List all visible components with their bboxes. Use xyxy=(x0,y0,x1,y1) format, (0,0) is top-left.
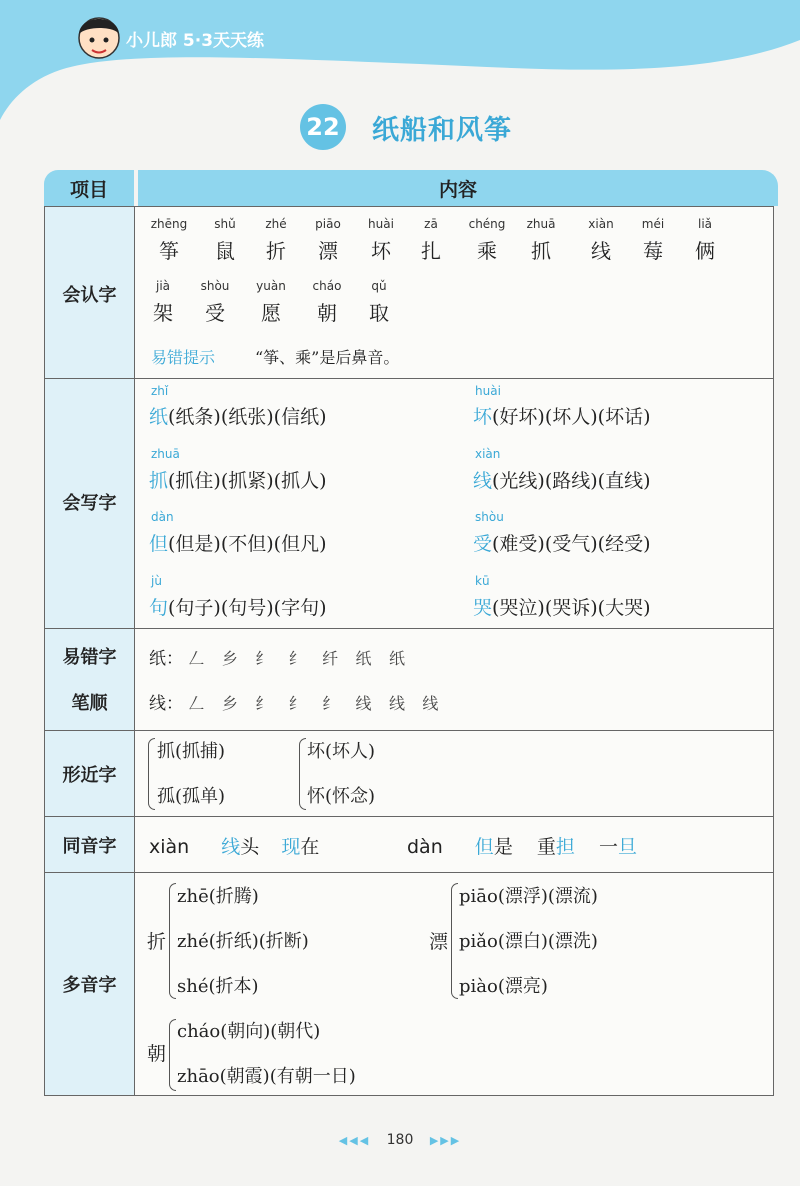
pinyin: shòu xyxy=(200,279,230,293)
polyphone-char: 折 xyxy=(147,931,167,953)
stroke-label: 纸： xyxy=(149,649,183,669)
pinyin: kū xyxy=(475,574,490,588)
character: 取 xyxy=(369,301,389,325)
row-label-huirenzi: 会认字 xyxy=(62,285,117,306)
polyphone-reading: piāo(漂浮)(漂流) xyxy=(459,886,598,907)
column-header-item: 项目 xyxy=(44,170,134,206)
lesson-title: 纸船和风筝 xyxy=(372,114,512,146)
column-header-content: 内容 xyxy=(138,170,778,206)
word-list: (但是)(不但)(但凡) xyxy=(168,533,327,555)
row-divider xyxy=(45,872,773,873)
homophone-pinyin: xiàn xyxy=(149,836,190,858)
word-list: (哭泣)(哭诉)(大哭) xyxy=(492,597,651,619)
character: 筝 xyxy=(159,239,179,263)
homophone-word: 重 xyxy=(536,836,556,858)
character: 朝 xyxy=(317,301,337,325)
stroke-label: 线： xyxy=(149,694,183,714)
character: 愿 xyxy=(261,301,281,325)
pinyin: zā xyxy=(424,217,438,231)
stroke-order-xian xyxy=(149,689,450,714)
write-char: 抓 xyxy=(149,470,169,492)
homophone-pinyin: dàn xyxy=(407,836,443,858)
character: 抓 xyxy=(531,239,551,263)
pinyin: huài xyxy=(475,384,501,398)
pinyin: cháo xyxy=(312,279,342,293)
polyphone-reading: zhé(折纸)(折断) xyxy=(177,931,309,952)
brace xyxy=(169,883,176,999)
pinyin: zhuā xyxy=(151,447,180,461)
character: 乘 xyxy=(477,239,497,263)
lesson-number: 22 xyxy=(300,104,346,150)
stroke-step: 纟 xyxy=(255,649,272,668)
row-divider xyxy=(45,628,773,629)
homophone-char: 但 xyxy=(474,836,494,858)
row-label-yicuozi: 易错字 xyxy=(62,647,117,668)
next-arrows-icon: ▶▶▶ xyxy=(429,1134,462,1147)
polyphone-reading: zhē(折腾) xyxy=(177,886,259,907)
stroke-step: 𠃋 xyxy=(188,694,205,713)
write-char: 线 xyxy=(473,470,493,492)
polyphone-reading: piào(漂亮) xyxy=(459,976,548,997)
stroke-order-zhi xyxy=(149,644,417,669)
page-number: 180 xyxy=(386,1132,414,1148)
stroke-step: 纤 xyxy=(322,649,339,668)
write-char: 但 xyxy=(149,533,169,555)
character: 坏 xyxy=(371,239,391,263)
homophone-char: 担 xyxy=(555,836,575,858)
stroke-step: 纟 xyxy=(322,694,339,713)
word-list: (句子)(句号)(字句) xyxy=(168,597,327,619)
homophone-char: 旦 xyxy=(617,836,637,858)
polyphone-reading: zhāo(朝霞)(有朝一日) xyxy=(177,1066,356,1087)
write-char: 哭 xyxy=(473,597,493,619)
character: 受 xyxy=(205,301,225,325)
homophone-char: 现 xyxy=(281,836,301,858)
pinyin: chéng xyxy=(468,217,506,231)
character: 折 xyxy=(266,239,286,263)
pinyin: zhé xyxy=(265,217,287,231)
similar-char: 坏(坏人) xyxy=(307,741,376,762)
homophone-char: 线 xyxy=(221,836,241,858)
polyphone-char: 漂 xyxy=(429,931,449,953)
row-divider xyxy=(45,730,773,731)
homophone-group-dan xyxy=(407,832,637,859)
word-list: (难受)(受气)(经受) xyxy=(492,533,651,555)
word-list: (纸条)(纸张)(信纸) xyxy=(168,406,327,428)
write-char: 句 xyxy=(149,597,169,619)
row-label-duoyin: 多音字 xyxy=(62,975,117,996)
character: 莓 xyxy=(643,239,663,263)
write-char: 纸 xyxy=(149,406,169,428)
homophone-word: 在 xyxy=(300,836,320,858)
pinyin: liǎ xyxy=(697,217,713,231)
write-char: 坏 xyxy=(473,406,493,428)
row-label-tongyin: 同音字 xyxy=(62,836,117,857)
homophone-word: 头 xyxy=(240,836,260,858)
polyphone-reading: piǎo(漂白)(漂洗) xyxy=(459,931,598,952)
brand-text: 小儿郎 5·3天天练 xyxy=(126,31,265,51)
stroke-step: 线 xyxy=(355,694,372,713)
word-list: (好坏)(坏人)(坏话) xyxy=(492,406,651,428)
character: 架 xyxy=(153,301,173,325)
lesson-heading xyxy=(300,104,512,150)
similar-char: 抓(抓捕) xyxy=(157,741,226,762)
stroke-step: 纸 xyxy=(388,649,405,668)
pinyin: dàn xyxy=(151,510,174,524)
stroke-step: 纟 xyxy=(288,649,305,668)
stroke-step: 线 xyxy=(422,694,439,713)
polyphone-char: 朝 xyxy=(147,1043,167,1065)
brace xyxy=(451,883,458,999)
pinyin: shǔ xyxy=(214,217,236,231)
page-footer xyxy=(0,1132,800,1148)
character: 俩 xyxy=(695,239,715,263)
tip-text: “筝、乘”是后鼻音。 xyxy=(255,348,400,367)
stroke-step: 乡 xyxy=(221,649,238,668)
stroke-step: 纸 xyxy=(355,649,372,668)
homophone-word: 一 xyxy=(598,836,618,858)
pinyin: zhǐ xyxy=(151,384,169,398)
row-divider xyxy=(45,816,773,817)
row-label-huixiezi: 会写字 xyxy=(62,493,117,514)
word-list: (光线)(路线)(直线) xyxy=(492,470,651,492)
pinyin: huài xyxy=(368,217,394,231)
pinyin: qǔ xyxy=(371,279,387,293)
stroke-step: 𠃋 xyxy=(188,649,205,668)
pinyin: xiàn xyxy=(475,447,501,461)
pinyin: zhuā xyxy=(526,217,556,231)
content-table xyxy=(44,206,774,1096)
prev-arrows-icon: ◀◀◀ xyxy=(338,1134,371,1147)
brace xyxy=(299,738,306,810)
stroke-step: 纟 xyxy=(255,694,272,713)
word-list: (抓住)(抓紧)(抓人) xyxy=(168,470,327,492)
character: 扎 xyxy=(421,239,441,263)
row-label-bishun: 笔顺 xyxy=(71,693,108,714)
character: 鼠 xyxy=(215,239,235,263)
homophone-group-xian xyxy=(149,832,319,859)
brace xyxy=(169,1019,176,1091)
brace xyxy=(148,738,155,810)
tip-label: 易错提示 xyxy=(151,348,216,367)
stroke-step: 纟 xyxy=(288,694,305,713)
mascot-logo xyxy=(70,8,128,68)
write-char: 受 xyxy=(473,533,493,555)
pinyin: yuàn xyxy=(256,279,286,293)
character: 漂 xyxy=(318,239,338,263)
pinyin: shòu xyxy=(475,510,504,524)
pinyin: zhēng xyxy=(150,217,188,231)
pinyin: méi xyxy=(641,217,665,231)
pinyin: xiàn xyxy=(588,217,614,231)
stroke-step: 线 xyxy=(388,694,405,713)
similar-char: 怀(怀念) xyxy=(307,786,376,807)
pinyin: jù xyxy=(151,574,162,588)
pinyin: jià xyxy=(155,279,171,293)
polyphone-reading: cháo(朝向)(朝代) xyxy=(177,1021,321,1042)
column-divider xyxy=(134,207,135,1095)
row-label-xingjin: 形近字 xyxy=(62,765,117,786)
pinyin: piāo xyxy=(315,217,341,231)
homophone-word: 是 xyxy=(493,836,513,858)
character: 线 xyxy=(591,239,611,263)
polyphone-reading: shé(折本) xyxy=(177,976,259,997)
stroke-step: 乡 xyxy=(221,694,238,713)
similar-char: 孤(孤单) xyxy=(157,786,226,807)
row-divider xyxy=(45,378,773,379)
